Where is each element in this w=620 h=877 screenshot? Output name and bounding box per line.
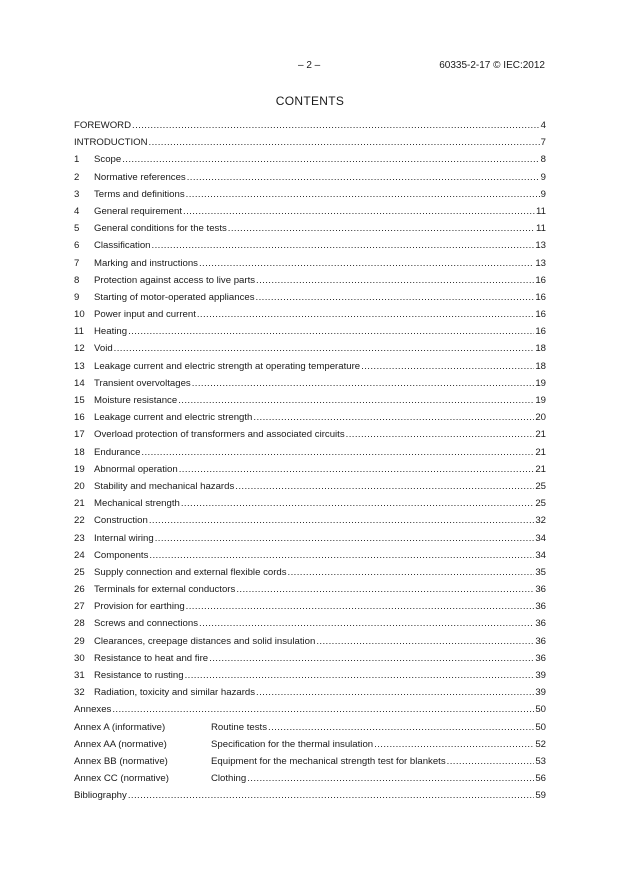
- toc-dot-leader: [256, 684, 534, 701]
- toc-page-number: 53: [535, 755, 546, 767]
- toc-dot-leader: [186, 598, 535, 615]
- toc-page-number: 50: [535, 704, 546, 716]
- toc-dot-leader: [183, 203, 535, 220]
- toc-clause-number: 1: [74, 154, 80, 166]
- toc-entry[interactable]: [74, 564, 546, 581]
- toc-clause-number: 6: [74, 240, 80, 252]
- toc-entry[interactable]: [74, 306, 546, 323]
- toc-clause-number: 5: [74, 223, 80, 235]
- toc-page-number: 39: [535, 670, 546, 681]
- toc-clause-number: 4: [74, 205, 80, 217]
- toc-entry[interactable]: [74, 358, 546, 375]
- toc-entry-title: Screws and connections: [94, 618, 198, 630]
- toc-entry[interactable]: [74, 289, 546, 306]
- toc-dot-leader: [181, 495, 534, 512]
- toc-entry-title: Power input and current: [94, 309, 196, 321]
- toc-dot-leader: [141, 444, 534, 461]
- toc-entry-title: Normative references: [94, 171, 186, 183]
- toc-dot-leader: [197, 306, 534, 323]
- toc-entry[interactable]: [74, 237, 546, 254]
- toc-page-number: 16: [535, 274, 546, 286]
- toc-dot-leader: [247, 770, 534, 787]
- page-header: [0, 60, 620, 74]
- toc-entry-title: Radiation, toxicity and similar hazards: [94, 687, 256, 699]
- toc-page-number: 16: [535, 309, 546, 321]
- toc-entry[interactable]: [74, 151, 546, 168]
- toc-page-number: 50: [535, 721, 546, 733]
- toc-entry-title: Bibliography: [74, 790, 127, 802]
- toc-entry[interactable]: [74, 392, 546, 409]
- toc-page-number: 9: [540, 171, 546, 183]
- toc-entry[interactable]: [74, 255, 546, 272]
- toc-entry-title: Terminals for external conductors: [94, 584, 236, 596]
- toc-entry[interactable]: [74, 684, 546, 701]
- toc-clause-number: 15: [74, 395, 85, 406]
- table-of-contents: [74, 117, 546, 805]
- toc-dot-leader: [152, 237, 535, 254]
- toc-clause-number: 16: [74, 412, 85, 424]
- toc-clause-number: 8: [74, 274, 80, 286]
- toc-entry-title: Heating: [94, 326, 128, 338]
- contents-title: CONTENTS: [275, 94, 345, 108]
- toc-page-number: 4: [540, 120, 546, 131]
- toc-entry-title: Components: [94, 549, 149, 561]
- toc-clause-number: 9: [74, 291, 80, 303]
- toc-dot-leader: [361, 358, 534, 375]
- toc-clause-number: 30: [74, 652, 85, 664]
- toc-entry[interactable]: [74, 186, 546, 203]
- toc-page-number: 56: [535, 773, 546, 785]
- toc-page-number: 16: [535, 291, 546, 303]
- toc-page-number: 34: [535, 532, 546, 544]
- toc-page-number: 39: [535, 687, 546, 699]
- toc-entry-title: Moisture resistance: [94, 395, 178, 406]
- toc-annex-designation: Annex BB (normative): [74, 755, 168, 767]
- toc-dot-leader: [178, 392, 534, 409]
- toc-entry-title: General requirement: [94, 205, 182, 217]
- toc-dot-leader: [199, 255, 534, 272]
- toc-page-number: 21: [535, 446, 546, 458]
- toc-annex-designation: Annex A (informative): [74, 721, 166, 733]
- toc-entry-title: Routine tests: [211, 721, 267, 733]
- toc-clause-number: 28: [74, 618, 85, 630]
- toc-page-number: 25: [535, 498, 546, 510]
- toc-dot-leader: [128, 323, 534, 340]
- toc-dot-leader: [187, 169, 540, 186]
- toc-page-number: 36: [535, 618, 546, 630]
- toc-entry[interactable]: [74, 719, 546, 736]
- toc-entry[interactable]: [74, 753, 546, 770]
- toc-entry[interactable]: [74, 444, 546, 461]
- toc-entry[interactable]: [74, 512, 546, 529]
- toc-entry[interactable]: [74, 787, 546, 804]
- toc-page-number: 13: [535, 240, 546, 252]
- toc-dot-leader: [268, 719, 534, 736]
- page-number: – 2 –: [298, 60, 321, 71]
- toc-dot-leader: [179, 461, 535, 478]
- toc-entry[interactable]: [74, 117, 546, 134]
- toc-entry-title: Construction: [94, 515, 148, 527]
- toc-entry-title: General conditions for the tests: [94, 223, 227, 235]
- toc-entry-title: Supply connection and external flexible cords: [94, 566, 287, 578]
- toc-clause-number: 20: [74, 480, 85, 492]
- toc-page-number: 9: [540, 188, 546, 200]
- toc-dot-leader: [374, 736, 534, 753]
- toc-clause-number: 31: [74, 670, 85, 681]
- toc-entry[interactable]: [74, 530, 546, 547]
- toc-page-number: 36: [535, 652, 546, 664]
- toc-clause-number: 25: [74, 566, 85, 578]
- toc-entry[interactable]: [74, 375, 546, 392]
- toc-page-number: 32: [535, 515, 546, 527]
- toc-entry-title: Endurance: [94, 446, 141, 458]
- toc-clause-number: 19: [74, 463, 85, 475]
- toc-entry-title: Starting of motor-operated appliances: [94, 291, 255, 303]
- toc-clause-number: 22: [74, 515, 85, 527]
- toc-entry[interactable]: [74, 340, 546, 357]
- toc-entry-title: Marking and instructions: [94, 257, 198, 269]
- toc-dot-leader: [186, 186, 540, 203]
- toc-clause-number: 17: [74, 429, 85, 441]
- toc-clause-number: 12: [74, 343, 85, 355]
- toc-entry-title: Overload protection of transformers and associated circuits: [94, 429, 345, 441]
- toc-clause-number: 13: [74, 360, 85, 372]
- toc-dot-leader: [155, 530, 535, 547]
- toc-entry-title: Classification: [94, 240, 151, 252]
- toc-dot-leader: [228, 220, 535, 237]
- toc-entry[interactable]: [74, 134, 546, 151]
- toc-entry-title: Void: [94, 343, 113, 355]
- toc-dot-leader: [132, 117, 540, 134]
- toc-page-number: 36: [535, 601, 546, 613]
- toc-entry[interactable]: [74, 650, 546, 667]
- toc-page-number: 16: [535, 326, 546, 338]
- toc-entry[interactable]: [74, 547, 546, 564]
- toc-dot-leader: [256, 289, 535, 306]
- toc-entry-title: Abnormal operation: [94, 463, 178, 475]
- toc-page-number: 59: [535, 790, 546, 802]
- toc-dot-leader: [235, 478, 534, 495]
- toc-clause-number: 18: [74, 446, 85, 458]
- toc-page-number: 25: [535, 480, 546, 492]
- toc-entry-title: Stability and mechanical hazards: [94, 480, 235, 492]
- toc-entry-title: INTRODUCTION: [74, 137, 148, 149]
- toc-page-number: 7: [540, 137, 546, 149]
- toc-page-number: 8: [540, 154, 546, 166]
- toc-dot-leader: [253, 409, 534, 426]
- toc-clause-number: 10: [74, 309, 85, 321]
- toc-page-number: 20: [535, 412, 546, 424]
- toc-entry-title: Specification for the thermal insulation: [211, 738, 374, 750]
- toc-dot-leader: [236, 581, 534, 598]
- toc-entry-title: Clothing: [211, 773, 247, 785]
- toc-entry[interactable]: [74, 461, 546, 478]
- toc-page-number: 19: [535, 395, 546, 406]
- toc-dot-leader: [316, 633, 534, 650]
- toc-entry-title: Internal wiring: [94, 532, 154, 544]
- toc-page-number: 11: [536, 205, 546, 217]
- toc-dot-leader: [346, 426, 535, 443]
- toc-dot-leader: [112, 701, 534, 718]
- toc-page-number: 34: [535, 549, 546, 561]
- toc-dot-leader: [185, 667, 535, 684]
- toc-entry[interactable]: [74, 323, 546, 340]
- toc-entry[interactable]: [74, 667, 546, 684]
- toc-entry[interactable]: [74, 169, 546, 186]
- toc-entry-title: Mechanical strength: [94, 498, 180, 510]
- toc-entry[interactable]: [74, 220, 546, 237]
- toc-clause-number: 24: [74, 549, 85, 561]
- toc-entry-title: Transient overvoltages: [94, 377, 191, 389]
- toc-entry[interactable]: [74, 736, 546, 753]
- toc-entry-title: Leakage current and electric strength: [94, 412, 253, 424]
- toc-dot-leader: [199, 615, 534, 632]
- toc-dot-leader: [209, 650, 534, 667]
- toc-page-number: 11: [536, 223, 546, 235]
- toc-page-number: 21: [535, 463, 546, 475]
- toc-entry-title: Protection against access to live parts: [94, 274, 256, 286]
- toc-clause-number: 2: [74, 171, 80, 183]
- toc-page-number: 35: [535, 566, 546, 578]
- toc-annex-designation: Annex AA (normative): [74, 738, 167, 750]
- toc-entry[interactable]: [74, 409, 546, 426]
- toc-entry-title: Terms and definitions: [94, 188, 185, 200]
- toc-entry-title: Leakage current and electric strength at operating temperature: [94, 360, 361, 372]
- toc-page-number: 36: [535, 584, 546, 596]
- toc-page-number: 13: [535, 257, 546, 269]
- toc-dot-leader: [149, 134, 540, 151]
- toc-entry[interactable]: [74, 203, 546, 220]
- toc-clause-number: 3: [74, 188, 80, 200]
- standard-reference: 60335-2-17 © IEC:2012: [439, 60, 545, 71]
- toc-page-number: 18: [535, 360, 546, 372]
- toc-annex-designation: Annex CC (normative): [74, 773, 169, 785]
- toc-entry[interactable]: [74, 701, 546, 718]
- toc-dot-leader: [192, 375, 535, 392]
- toc-dot-leader: [288, 564, 535, 581]
- toc-entry[interactable]: [74, 495, 546, 512]
- toc-clause-number: 27: [74, 601, 85, 613]
- toc-page-number: 52: [535, 738, 546, 750]
- toc-dot-leader: [128, 787, 535, 804]
- toc-clause-number: 11: [74, 326, 84, 338]
- toc-dot-leader: [149, 512, 534, 529]
- toc-clause-number: 7: [74, 257, 80, 269]
- toc-entry-title: Resistance to heat and fire: [94, 652, 209, 664]
- toc-clause-number: 26: [74, 584, 85, 596]
- toc-page-number: 36: [535, 635, 546, 647]
- toc-page-number: 19: [535, 377, 546, 389]
- toc-entry[interactable]: [74, 615, 546, 632]
- toc-entry[interactable]: [74, 598, 546, 615]
- toc-clause-number: 23: [74, 532, 85, 544]
- toc-dot-leader: [122, 151, 539, 168]
- toc-dot-leader: [114, 340, 535, 357]
- toc-entry-title: Clearances, creepage distances and solid insulation: [94, 635, 316, 647]
- toc-dot-leader: [256, 272, 534, 289]
- toc-clause-number: 29: [74, 635, 85, 647]
- toc-dot-leader: [149, 547, 534, 564]
- toc-clause-number: 32: [74, 687, 85, 699]
- toc-clause-number: 14: [74, 377, 85, 389]
- toc-entry-title: Resistance to rusting: [94, 670, 184, 681]
- toc-entry[interactable]: [74, 633, 546, 650]
- toc-entry[interactable]: [74, 272, 546, 289]
- toc-entry[interactable]: [74, 770, 546, 787]
- toc-page-number: 21: [535, 429, 546, 441]
- toc-entry-title: Provision for earthing: [94, 601, 185, 613]
- toc-clause-number: 21: [74, 498, 85, 510]
- toc-entry-title: FOREWORD: [74, 120, 132, 131]
- toc-entry-title: Scope: [94, 154, 122, 166]
- toc-entry-title: Equipment for the mechanical strength test for blankets: [211, 755, 446, 767]
- toc-entry[interactable]: [74, 581, 546, 598]
- toc-entry[interactable]: [74, 478, 546, 495]
- toc-entry[interactable]: [74, 426, 546, 443]
- toc-dot-leader: [447, 753, 535, 770]
- toc-entry-title: Annexes: [74, 704, 112, 716]
- toc-page-number: 18: [535, 343, 546, 355]
